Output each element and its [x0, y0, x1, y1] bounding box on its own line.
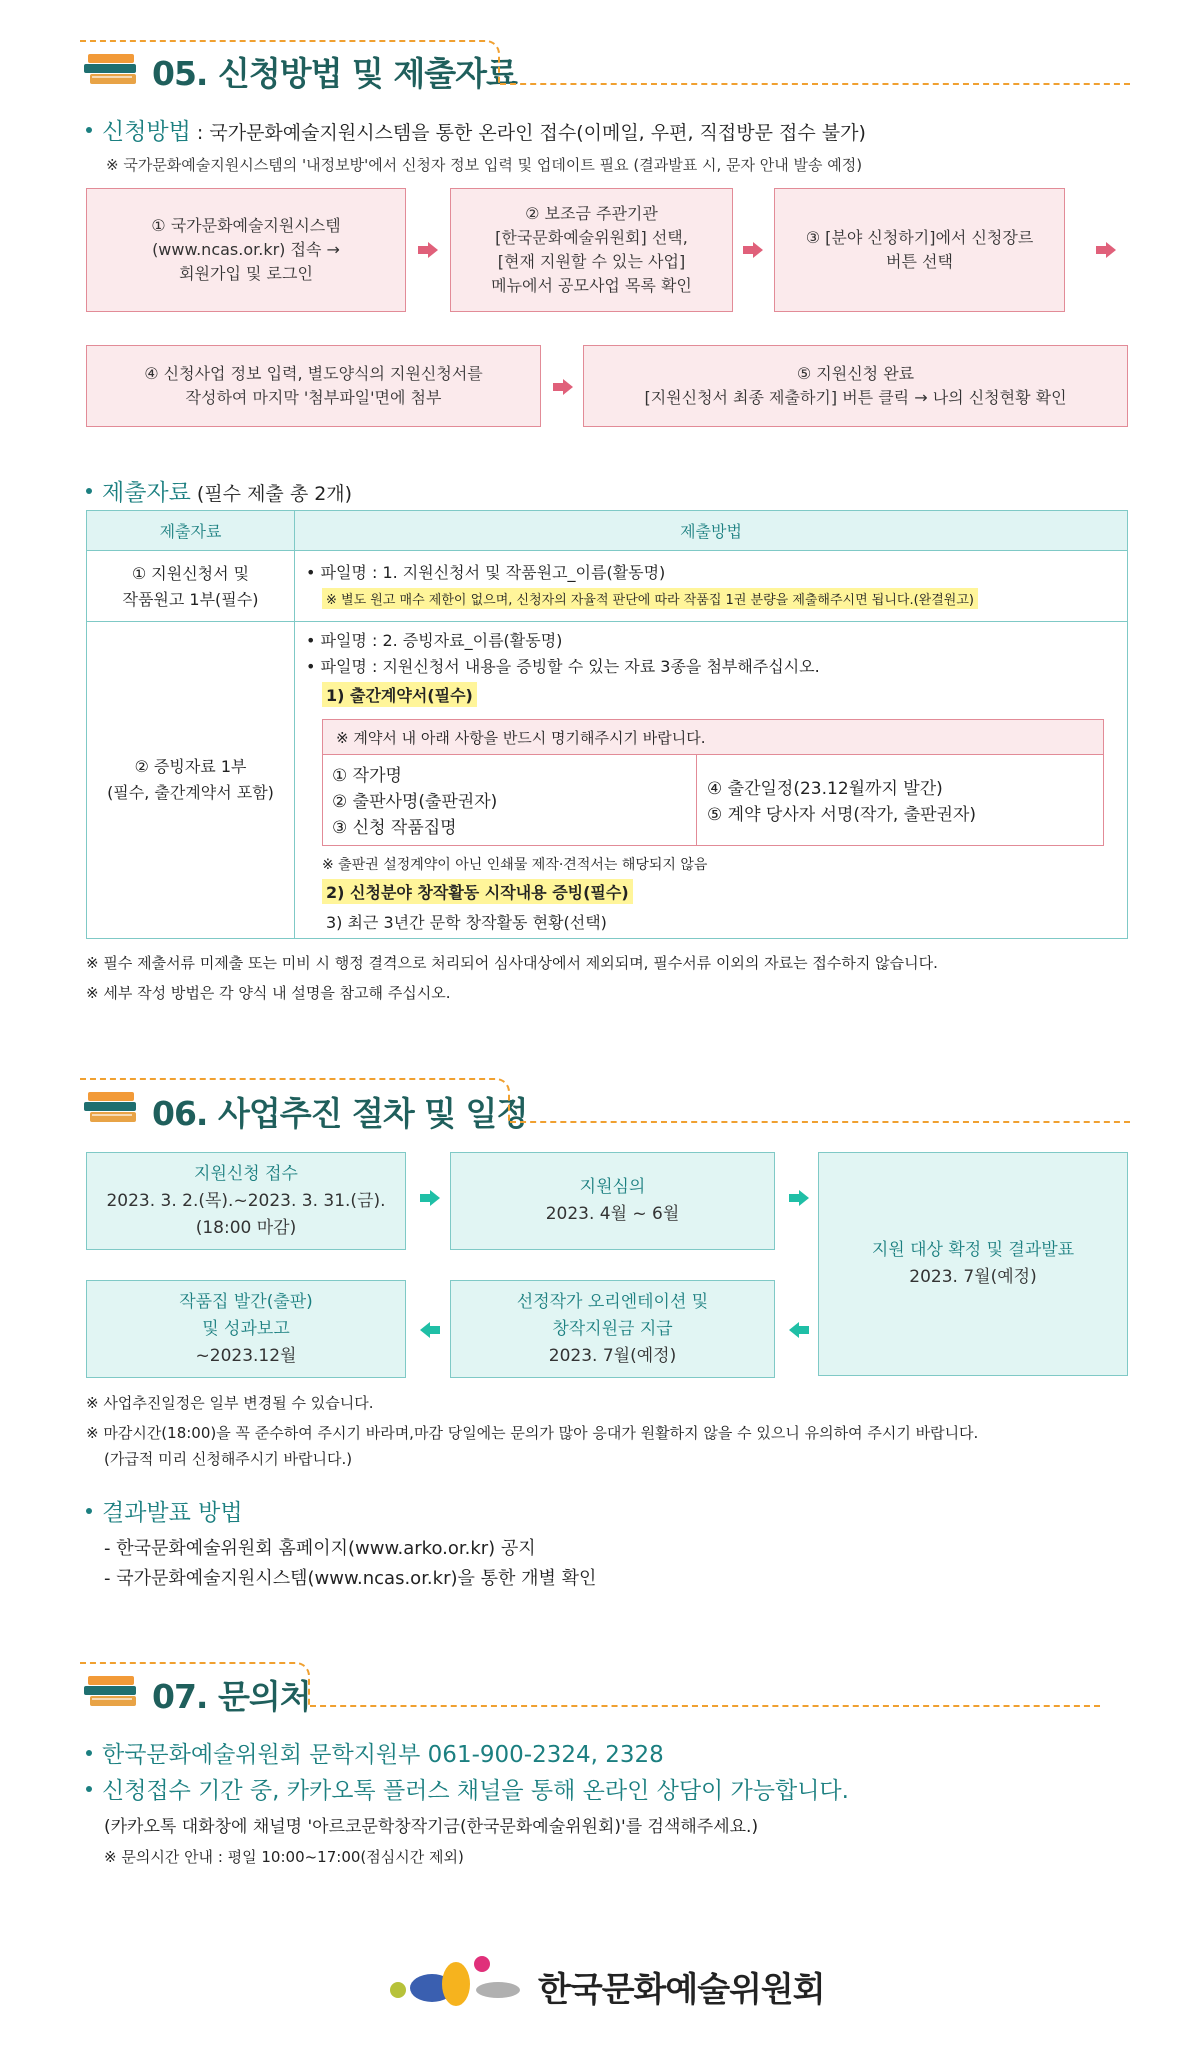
schedule-box-5: 작품집 발간(출판) 및 성과보고 ~2023.12월: [86, 1280, 406, 1378]
row1-label-line1: ① 지원신청서 및: [131, 564, 250, 583]
arrow-right-icon: [553, 379, 573, 395]
row2-sub1: 1) 출간계약서(필수): [322, 682, 477, 707]
table-header-method: 제출방법: [294, 510, 1128, 551]
title-underline: [500, 83, 1130, 85]
row1-label-line2: 작품원고 1부(필수): [122, 590, 259, 609]
row2-label-line1: ② 증빙자료 1부: [134, 757, 247, 776]
schedule-box-4: 선정작가 오리엔테이션 및 창작지원금 지급 2023. 7월(예정): [450, 1280, 775, 1378]
step-2: ② 보조금 주관기관 [한국문화예술위원회] 선택, [현재 지원할 수 있는 사업] 메뉴에서 공모사업 목록 확인: [450, 188, 733, 312]
title-frame: [80, 40, 500, 84]
arrow-right-icon: [1096, 242, 1116, 258]
contact-line-1: 한국문화예술위원회 문학지원부 061-900-2324, 2328: [86, 1736, 664, 1769]
result-heading: 결과발표 방법: [86, 1494, 243, 1527]
section-05-title: 05. 신청방법 및 제출자료: [152, 54, 517, 93]
schedule-note-3: (가급적 미리 신청해주시기 바랍니다.): [104, 1450, 353, 1468]
inner-right-2: ⑤ 계약 당사자 서명(작가, 출판권자): [707, 805, 977, 825]
step-1: ① 국가문화예술지원시스템 (www.ncas.or.kr) 접속 → 회원가입 및 로그인: [86, 188, 406, 312]
title-underline: [510, 1121, 1130, 1123]
inner-left-1: ① 작가명: [332, 766, 402, 786]
schedule-box-3: 지원 대상 확정 및 결과발표 2023. 7월(예정): [818, 1152, 1128, 1376]
contact-line-4: ※ 문의시간 안내 : 평일 10:00~17:00(점심시간 제외): [104, 1848, 464, 1866]
inner-table-header-text: ※ 계약서 내 아래 사항을 반드시 명기해주시기 바랍니다.: [336, 729, 706, 747]
schedule-note-2: ※ 마감시간(18:00)을 꼭 준수하여 주시기 바라며,마감 당일에는 문의가 많아 응대가 원활하지 않을 수 있으니 유의하여 주시기 바랍니다.: [86, 1424, 979, 1442]
arrow-left-icon: [420, 1322, 440, 1338]
arko-logo: [386, 1952, 826, 2012]
row1-filename: • 파일명 : 1. 지원신청서 및 작품원고_이름(활동명): [306, 563, 666, 582]
inner-left-3: ③ 신청 작품집명: [332, 818, 457, 838]
step-4: ④ 신청사업 정보 입력, 별도양식의 지원신청서를 작성하여 마지막 '첨부파일'면에 첨부: [86, 345, 541, 427]
schedule-note-1: ※ 사업추진일정은 일부 변경될 수 있습니다.: [86, 1394, 374, 1412]
schedule-box-2: 지원심의 2023. 4월 ~ 6월: [450, 1152, 775, 1250]
row2-sub2: 2) 신청분야 창작활동 시작내용 증빙(필수): [322, 879, 633, 904]
arrow-right-icon: [789, 1190, 809, 1206]
section-07-title: 07. 문의처: [152, 1677, 311, 1716]
row2-filename: • 파일명 : 2. 증빙자료_이름(활동명): [306, 631, 563, 650]
title-frame: [80, 1078, 510, 1122]
contact-line-2: 신청접수 기간 중, 카카오톡 플러스 채널을 통해 온라인 상담이 가능합니다.: [86, 1772, 849, 1805]
title-frame: [80, 1662, 310, 1706]
row2-filename-desc: • 파일명 : 지원신청서 내용을 증빙할 수 있는 자료 3종을 첨부해주십시오.: [306, 657, 820, 676]
row1-note: ※ 별도 원고 매수 제한이 없으며, 신청자의 자율적 판단에 따라 작품집 1권 분량을 제출해주시면 됩니다.(완결원고): [322, 588, 978, 609]
arrow-right-icon: [418, 242, 438, 258]
inner-right-1: ④ 출간일정(23.12월까지 발간): [707, 779, 943, 799]
arrow-left-icon: [789, 1322, 809, 1338]
method-note: ※ 국가문화예술지원시스템의 '내정보방'에서 신청자 정보 입력 및 업데이트 필요 (결과발표 시, 문자 안내 발송 예정): [106, 156, 863, 174]
footnote-1: ※ 필수 제출서류 미제출 또는 미비 시 행정 결격으로 처리되어 심사대상에서 제외되며, 필수서류 이외의 자료는 접수하지 않습니다.: [86, 954, 938, 972]
step-5: ⑤ 지원신청 완료 [지원신청서 최종 제출하기] 버튼 클릭 → 나의 신청현황 확인: [583, 345, 1128, 427]
inner-left-2: ② 출판사명(출판권자): [332, 792, 498, 812]
table-header-docs: 제출자료: [86, 510, 295, 551]
arrow-right-icon: [743, 242, 763, 258]
arko-logo-mark: [386, 1952, 526, 2008]
result-item-1: - 한국문화예술위원회 홈페이지(www.arko.or.kr) 공지: [104, 1538, 536, 1559]
schedule-box-1: 지원신청 접수 2023. 3. 2.(목).~2023. 3. 31.(금). (18:00 마감): [86, 1152, 406, 1250]
method-heading: 신청방법 : 국가문화예술지원시스템을 통한 온라인 접수(이메일, 우편, 직접방문 접수 불가): [86, 113, 866, 146]
contact-line-3: (카카오톡 대화창에 채널명 '아르코문학창작기금(한국문화예술위원회)'를 검색해주세요.): [104, 1817, 759, 1837]
arko-logo-text: 한국문화예술위원회: [538, 1970, 825, 2010]
result-item-2: - 국가문화예술지원시스템(www.ncas.or.kr)을 통한 개별 확인: [104, 1568, 597, 1589]
row2-note: ※ 출판권 설정계약이 아닌 인쇄물 제작·견적서는 해당되지 않음: [322, 857, 708, 873]
row2-label-line2: (필수, 출간계약서 포함): [107, 783, 274, 802]
title-underline: [310, 1705, 1100, 1707]
arrow-right-icon: [420, 1190, 440, 1206]
footnote-2: ※ 세부 작성 방법은 각 양식 내 설명을 참고해 주십시오.: [86, 984, 451, 1002]
section-06-title: 06. 사업추진 절차 및 일정: [152, 1094, 528, 1133]
row2-sub3: 3) 최근 3년간 문학 창작활동 현황(선택): [326, 913, 607, 932]
docs-heading: 제출자료 (필수 제출 총 2개): [86, 474, 352, 507]
step-3: ③ [분야 신청하기]에서 신청장르 버튼 선택: [774, 188, 1065, 312]
